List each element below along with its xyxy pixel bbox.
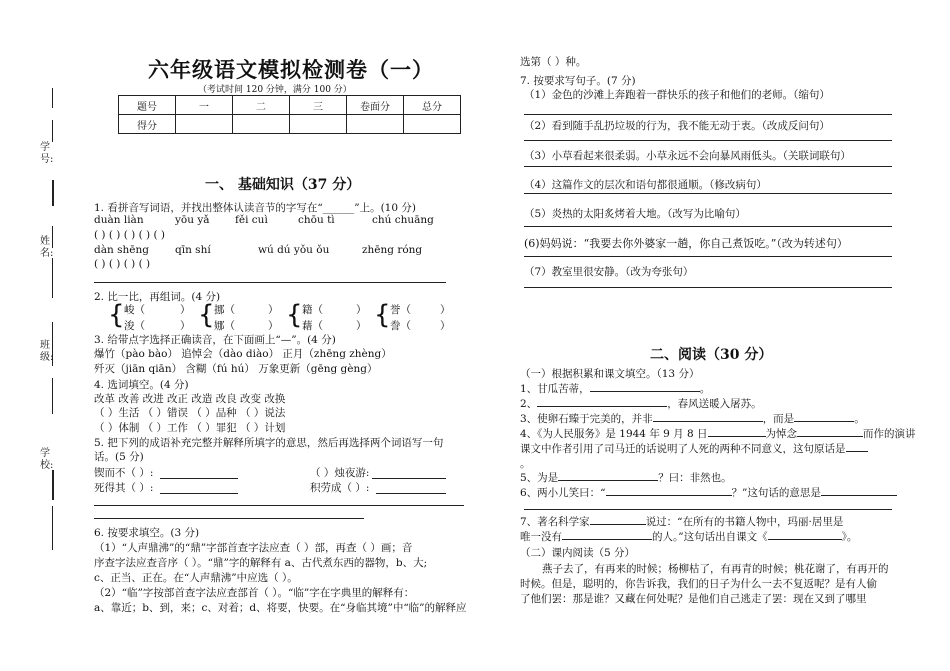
compare-char: 挪（ — [214, 304, 235, 316]
binding-line — [52, 88, 53, 108]
answer-line[interactable] — [94, 282, 446, 283]
pinyin: yōu yǎ — [175, 214, 210, 226]
rewrite-item: （1）金色的沙滩上奔跑着一群快乐的孩子和他们的老师。（缩句） — [524, 89, 830, 101]
fill-item — [520, 396, 762, 411]
rewrite-item: （7）教室里很安静。（改为夸张句） — [524, 266, 694, 278]
blank-input[interactable] — [846, 451, 868, 452]
score-table — [118, 95, 461, 134]
score-entry[interactable] — [404, 115, 461, 134]
pinyin: chōu tì — [298, 214, 335, 226]
compare-char: 浚（ — [124, 320, 145, 332]
exam-info: （考试时间 120 分钟，满分 100 分） — [198, 85, 352, 95]
score-table-header-row — [119, 96, 461, 115]
pinyin: zhēng róng — [362, 244, 423, 256]
pinyin: fěi cuì — [235, 214, 268, 226]
rewrite-item: （4）这篇作文的层次和语句都很通顺。（修改病句） — [524, 179, 767, 191]
fill-item — [520, 470, 732, 485]
pronunciation-row: 歼灭（jiān qiān） 含糊（fú hú） 万象更新（gēng gèng） — [94, 363, 378, 375]
fill-text: 5、为是 — [520, 472, 559, 484]
idiom-item: 死得其（ ）: — [94, 482, 154, 494]
binding-line — [52, 506, 53, 550]
brace-icon: { — [374, 300, 391, 330]
blank-input[interactable] — [590, 524, 646, 525]
pinyin: dàn shēng — [94, 244, 149, 256]
blank-input[interactable] — [821, 495, 897, 496]
passage-line: 时候。但是，聪明的，你告诉我，我们的日子为什么一去不复返呢？是有人偷 — [520, 578, 877, 590]
student-id-label: 学号: — [40, 142, 54, 165]
fill-text: 唯一没有 — [520, 531, 562, 543]
score-entry[interactable] — [290, 115, 347, 134]
compare-char: ） — [356, 320, 367, 332]
pinyin: duàn liàn — [94, 214, 144, 226]
rewrite-item: (6)妈妈说：“我要去你外婆家一趟，你自己煮饭吃。”（改为转述句） — [524, 237, 848, 250]
word-bank: 改革 改善 改进 改正 改造 改良 改变 改换 — [94, 393, 286, 405]
brace-icon: { — [286, 300, 303, 330]
compare-char: ） — [180, 320, 191, 332]
blank-input[interactable] — [653, 421, 763, 422]
brace-icon: { — [198, 300, 215, 330]
answer-line[interactable] — [524, 140, 892, 141]
question-6: 6. 按要求填空。(3 分) — [94, 527, 200, 539]
section-heading: 一、 基础知识（37 分） — [205, 177, 361, 193]
fill-text: ？”这句话的意思是 — [731, 487, 821, 499]
answer-line[interactable] — [524, 114, 892, 115]
fill-text: 》。 — [841, 531, 858, 543]
fill-item — [520, 411, 865, 426]
compare-char: 籍（ — [302, 304, 323, 316]
score-cell: 得分 — [119, 115, 176, 134]
fill-item — [520, 441, 868, 456]
fill-text: 1、甘瓜苦蒂， — [520, 383, 590, 395]
fill-item: 。 — [520, 458, 531, 470]
fill-item — [520, 381, 710, 396]
fill-item — [520, 485, 897, 500]
idiom-item: 积劳成（ ）: — [310, 482, 370, 494]
blank-input[interactable] — [768, 539, 842, 540]
answer-line[interactable] — [524, 287, 892, 288]
answer-line[interactable] — [376, 493, 446, 494]
binding-line — [52, 226, 53, 248]
compare-char: ） — [268, 304, 279, 316]
question-5-cont: 话。(5 分) — [94, 451, 144, 463]
answer-line[interactable] — [524, 256, 892, 257]
school-label: 学校: — [40, 448, 54, 471]
idiom-item: 锲而不（ ）: — [94, 467, 154, 479]
score-entry[interactable] — [176, 115, 233, 134]
blank-input[interactable] — [562, 539, 652, 540]
question-4: 4. 选词填空。(4 分) — [94, 379, 189, 391]
class-label: 班级: — [40, 340, 54, 363]
pinyin: chú chuāng — [372, 214, 434, 226]
pinyin: qīn shí — [175, 244, 211, 256]
pinyin: wú dú yǒu ǒu — [258, 244, 330, 256]
blank-input[interactable] — [794, 421, 854, 422]
blank-input[interactable] — [558, 480, 658, 481]
answer-line[interactable] — [160, 493, 238, 494]
fill-text: 课文中作者引用了司马迁的话说明了人死的两种不同意义，这句原话是 — [520, 443, 846, 455]
compare-char: ） — [180, 304, 191, 316]
answer-brackets[interactable]: ( ) ( ) ( ) ( ) — [94, 258, 151, 270]
answer-line[interactable] — [524, 226, 892, 227]
fill-row[interactable]: （ ）体制 （ ）工作 （ ）罪犯 （ ）计划 — [94, 422, 286, 434]
fill-item — [520, 529, 857, 544]
question-6-line: 序查字法应查音序（ ）。“鼎”字的解释有 a、古代煮东西的器物，b、大; — [94, 557, 428, 569]
answer-line[interactable] — [524, 509, 892, 510]
page-title: 六年级语文模拟检测卷（一） — [148, 57, 434, 82]
fill-text: 。 — [699, 383, 711, 395]
binding-line — [52, 258, 53, 298]
fill-text: 而作的演讲 — [863, 428, 916, 440]
fill-text: 的人。”这句话出自课文《 — [652, 531, 768, 543]
compare-char: ） — [268, 320, 279, 332]
compare-char: 峻（ — [124, 304, 145, 316]
score-cell: 二 — [233, 96, 290, 115]
subsection-title: （一）根据积累和课文填空。（13 分） — [520, 368, 700, 380]
score-cell: 题号 — [119, 96, 176, 115]
passage-line: 燕子去了，有再来的时候；杨柳枯了，有再青的时候；桃花谢了，有再开的 — [542, 563, 889, 575]
score-entry[interactable] — [233, 115, 290, 134]
fill-text: 2、 — [520, 398, 538, 410]
binding-line — [52, 180, 54, 206]
question-5: 5. 把下列的成语补充完整并解释所填字的意思，然后再选择两个词语写一句 — [94, 437, 444, 449]
score-cell: 三 — [290, 96, 347, 115]
score-cell: 卷面分 — [347, 96, 404, 115]
question-2: 2. 比一比，再组词。(4 分) — [94, 291, 221, 303]
passage-line: 了他们罢：那是谁？又藏在何处呢？是他们自己逃走了罢：现在又到了哪里 — [520, 593, 867, 605]
fill-text: ？曰：非然也。 — [658, 472, 732, 484]
rewrite-item: （5）炎热的太阳炙烤着大地。（改写为比喻句） — [524, 208, 746, 220]
answer-line[interactable] — [524, 166, 892, 167]
compare-char: 誉（ — [390, 304, 411, 316]
answer-line[interactable] — [94, 518, 364, 519]
name-label: 姓名: — [40, 236, 54, 259]
compare-char: ） — [440, 304, 451, 316]
idiom-item: （ ）烛夜游: — [310, 467, 370, 479]
score-cell: 总分 — [404, 96, 461, 115]
fill-text: 7、著名科学家 — [520, 516, 590, 528]
answer-line[interactable] — [94, 505, 464, 506]
blank-input[interactable] — [708, 436, 766, 437]
score-entry[interactable] — [347, 115, 404, 134]
question-6-line: c、正当、正在。在“人声鼎沸”中应选（ ）。 — [94, 572, 298, 584]
blank-input[interactable] — [537, 406, 667, 407]
binding-line — [52, 378, 53, 414]
rewrite-item: （2）看到随手乱扔垃圾的行为，我不能无动于衷。（改成反问句） — [524, 120, 830, 132]
fill-text: 6、两小儿笑曰：“ — [520, 487, 606, 499]
fill-text: 。 — [854, 413, 865, 425]
compare-char: 誊（ — [390, 320, 411, 332]
question-7: 7. 按要求写句子。(7 分) — [520, 75, 636, 87]
binding-line — [52, 120, 53, 142]
compare-char: ） — [356, 304, 367, 316]
pronunciation-row: 爆竹（pào bào） 追悼会（dào diào） 正月（zhēng zhèng） — [94, 348, 392, 360]
blank-input[interactable] — [590, 391, 700, 392]
question-6-line: （1）“人声鼎沸”的“鼎”字部首查字法应查（ ）部，再查（ ）画；音 — [94, 542, 413, 554]
answer-line[interactable] — [524, 193, 892, 194]
fill-text: ，春风送暖入屠苏。 — [667, 398, 762, 410]
compare-char: ） — [440, 320, 451, 332]
compare-char: 藉（ — [302, 320, 323, 332]
fill-text: ，而是 — [762, 413, 795, 425]
fill-text: 4、《为人民服务》是 1944 年 9 月 8 日 — [520, 428, 708, 440]
binding-line — [52, 470, 54, 500]
subsection-title: （二）课内阅读（5 分） — [520, 547, 636, 559]
section-heading: 二、阅读（30 分） — [650, 347, 773, 363]
score-table-score-row — [119, 115, 461, 134]
continuation-text: 选第（ ）种。 — [520, 56, 587, 68]
fill-text: 为悼念 — [765, 428, 798, 440]
question-6-line: （2）“临”字按部首查字法应查部首（ ）。“临”字在字典里的解释有： — [94, 587, 415, 599]
blank-input[interactable] — [797, 436, 863, 437]
answer-line[interactable] — [372, 478, 446, 479]
brace-icon: { — [108, 300, 125, 330]
fill-item — [520, 426, 916, 441]
fill-row[interactable]: （ ）生活 （ ）错误 （ ）品种 （ ）说法 — [94, 407, 286, 419]
question-6-line: a、靠近；b、到，来；c、对着；d、将要，快要。在“身临其境”中“临”的解释应 — [94, 602, 467, 614]
question-3: 3. 给带点字选择正确读音，在下面画上“—”。(4 分) — [94, 334, 336, 346]
fill-text: 说过：“在所有的书籍人物中，玛丽·居里是 — [645, 516, 844, 528]
score-cell: 一 — [176, 96, 233, 115]
question-1: 1. 看拼音写词语，并找出整体认读音节的字写在“______”上。(10 分) — [94, 202, 416, 214]
fill-text: 3、使卵石臻于完美的，并非 — [520, 413, 653, 425]
compare-char: 娜（ — [214, 320, 235, 332]
answer-line[interactable] — [160, 478, 238, 479]
blank-input[interactable] — [606, 495, 732, 496]
answer-brackets[interactable]: ( ) ( ) ( ) ( ) ( ) — [94, 229, 166, 241]
fill-item — [520, 514, 843, 529]
rewrite-item: （3）小草看起来很柔弱。小草永远不会向暴风雨低头。（关联词联句） — [524, 150, 851, 162]
